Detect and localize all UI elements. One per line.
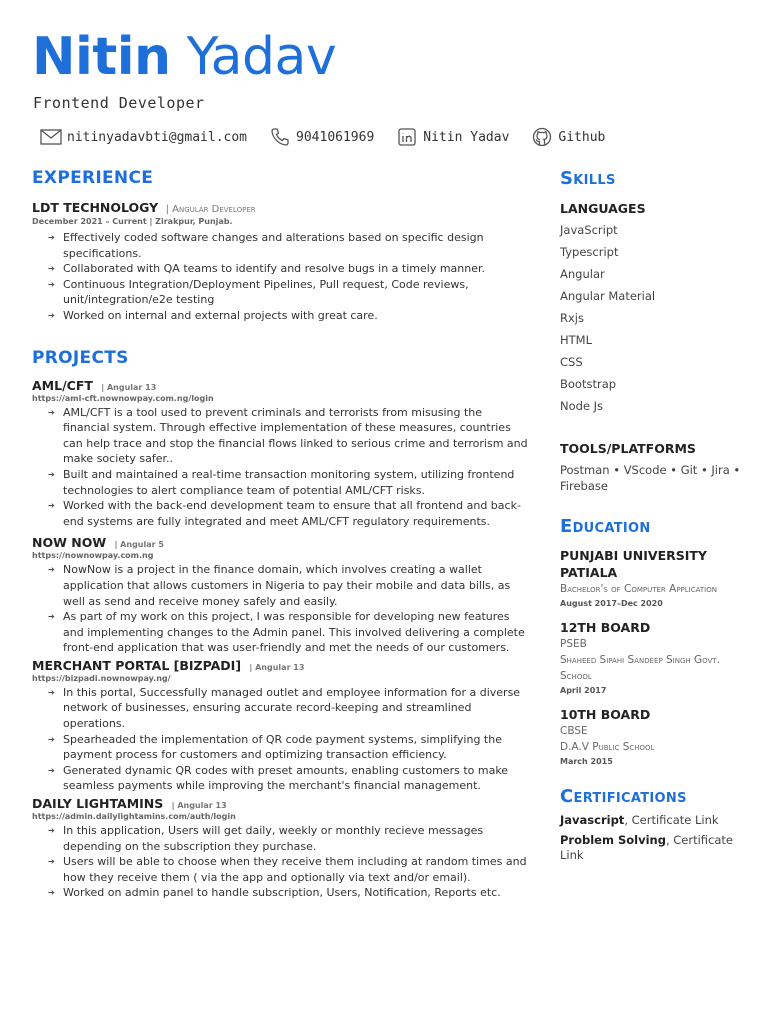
project-header xyxy=(32,796,532,811)
job-company: LDT TECHNOLOGY xyxy=(32,200,159,215)
education-date: April 2017 xyxy=(560,686,607,695)
candidate-name xyxy=(32,26,336,88)
education-date: August 2017–Dec 2020 xyxy=(560,599,663,608)
list-item: Bootstrap xyxy=(560,377,617,391)
languages-list xyxy=(560,219,750,417)
project-entry xyxy=(32,535,532,656)
list-item: ➔ Generated dynamic QR codes with preset amounts, enabling customers to make seamless payments while improving the merchant's financial management. xyxy=(32,763,532,794)
project-bullets xyxy=(32,405,532,530)
list-item: ➔ In this portal, Successfully managed outlet and employee information for a diverse network of businesses, ensuring accurate record-keeping and streamlined operations. xyxy=(32,685,532,732)
education-name: PUNJABI UNIVERSITY PATIALA xyxy=(560,548,707,580)
project-url[interactable]: https://bizpadi.nownowpay.ng/ xyxy=(32,673,171,683)
project-header xyxy=(32,535,532,550)
contact-bar xyxy=(40,126,627,148)
list-item: ➔ NowNow is a project in the finance domain, which involves creating a wallet application that allows customers in Nigeria to pay their mobile and data bills, as well as send and receive money safely and easily. xyxy=(32,562,532,609)
job-header xyxy=(32,200,532,215)
education-entry xyxy=(560,619,750,695)
certificate-name: Problem Solving xyxy=(560,833,666,847)
project-tech: | Angular 13 xyxy=(171,801,227,811)
list-item: ➔ As part of my work on this project, I was responsible for developing new features and implementing changes to the Admin panel. This involved delivering a complete front-end application that was user-friendly and met the needs of our customers. xyxy=(32,609,532,656)
phone-text: 9041061969 xyxy=(296,129,375,145)
phone-icon xyxy=(269,126,291,148)
list-item: Angular xyxy=(560,267,605,281)
job-role-label: | Angular Developer xyxy=(165,204,256,215)
project-header xyxy=(32,658,532,673)
list-item: ➔ In this application, Users will get daily, weekly or monthly recieve messages depending on the subscription they purchase. xyxy=(32,823,532,854)
list-item: Typescript xyxy=(560,245,619,259)
certificate-entry[interactable] xyxy=(560,833,750,863)
certificate-entry[interactable] xyxy=(560,813,750,828)
education-entry xyxy=(560,706,750,766)
job-date: December 2021 – Current | Zirakpur, Punjab. xyxy=(32,217,233,226)
education-name: 12TH BOARD xyxy=(560,620,651,635)
project-name: DAILY LIGHTAMINS xyxy=(32,796,164,812)
project-tech: | Angular 5 xyxy=(114,540,164,550)
list-item: CSS xyxy=(560,355,583,369)
github-link[interactable] xyxy=(531,126,605,148)
job-role: Frontend Developer xyxy=(33,94,205,112)
list-item: ➔ Users will be able to choose when they receive them including at random times and how they receive them ( via the app and optionally via text and/or email). xyxy=(32,854,532,885)
education-detail: D.A.V Public School xyxy=(560,741,655,753)
list-item: ➔ Worked on admin panel to handle subscription, Users, Notification, Reports etc. xyxy=(32,885,532,901)
job-bullets xyxy=(32,230,532,324)
project-name: NOW NOW xyxy=(32,535,107,551)
education-detail: Shaheed Sipahi Sandeep Singh Govt. School xyxy=(560,654,720,682)
project-url[interactable]: https://aml-cft.nownowpay.com.ng/login xyxy=(32,393,214,403)
envelope-icon xyxy=(40,126,62,148)
job-entry xyxy=(32,200,532,324)
phone-link[interactable] xyxy=(269,126,374,148)
education-name: 10TH BOARD xyxy=(560,707,651,722)
list-item: ➔ Effectively coded software changes and alterations based on specific design specifications. xyxy=(32,230,532,261)
project-name: MERCHANT PORTAL [BIZPADI] xyxy=(32,657,242,673)
list-item: ➔ Worked on internal and external projects with great care. xyxy=(32,308,532,324)
linkedin-link[interactable] xyxy=(396,126,509,148)
list-item: ➔ Collaborated with QA teams to identify and resolve bugs in a timely manner. xyxy=(32,261,532,277)
side-column xyxy=(560,168,750,863)
education-detail: CBSE xyxy=(560,725,588,737)
email-link[interactable] xyxy=(40,126,247,148)
education-detail: Bachelor's of Computer Application xyxy=(560,583,717,595)
list-item: Angular Material xyxy=(560,289,656,303)
project-bullets xyxy=(32,562,532,656)
email-text: nitinyadavbti@gmail.com xyxy=(67,129,248,145)
certifications-title: Certifications xyxy=(560,786,687,807)
project-entry xyxy=(32,378,532,530)
certifications-list xyxy=(560,813,750,863)
list-item: ➔ Continuous Integration/Deployment Pipelines, Pull request, Code reviews, unit/integration/e2e testing xyxy=(32,277,532,308)
project-entry xyxy=(32,796,532,901)
project-entry xyxy=(32,658,532,794)
certificate-link[interactable]: , Certificate Link xyxy=(624,813,719,827)
education-detail: PSEB xyxy=(560,638,587,650)
project-bullets xyxy=(32,823,532,901)
education-entry xyxy=(560,547,750,608)
project-name: AML/CFT xyxy=(32,377,93,393)
linkedin-text: Nitin Yadav xyxy=(423,129,510,145)
list-item: ➔ Spearheaded the implementation of QR code payment systems, simplifying the payment process for customers and optimizing transaction efficiency. xyxy=(32,732,532,763)
experience-title: EXPERIENCE xyxy=(32,168,154,188)
certificate-link[interactable]: , Certificate Link xyxy=(560,833,733,862)
skills-title: Skills xyxy=(560,168,616,189)
certificate-name: Javascript xyxy=(560,813,625,827)
project-tech: | Angular 13 xyxy=(249,662,305,672)
list-item: HTML xyxy=(560,333,593,347)
project-url[interactable]: https://nownowpay.com.ng xyxy=(32,551,154,561)
first-name: Nitin xyxy=(32,27,171,87)
linkedin-icon xyxy=(396,126,418,148)
education-title: Education xyxy=(560,516,651,537)
last-name: Yadav xyxy=(186,27,337,87)
languages-title: LANGUAGES xyxy=(560,201,646,216)
tools-title: TOOLS/PLATFORMS xyxy=(560,441,696,456)
list-item: Node Js xyxy=(560,399,604,413)
education-date: March 2015 xyxy=(560,757,613,766)
project-url[interactable]: https://admin.dailylightamins.com/auth/login xyxy=(32,812,236,822)
project-bullets xyxy=(32,685,532,794)
list-item: Rxjs xyxy=(560,311,584,325)
list-item: ➔ AML/CFT is a tool used to prevent criminals and terrorists from misusing the financial system. Through effective implementation of these measures, countries can help trace and stop the financial flows linked to serious crime and terrorism and make society safer.. xyxy=(32,405,532,467)
projects-title: PROJECTS xyxy=(32,347,129,368)
list-item: JavaScript xyxy=(560,223,618,237)
github-icon xyxy=(531,126,553,148)
list-item: ➔ Worked with the back-end development team to ensure that all frontend and back-end systems are fully integrated and meet AML/CFT regulatory requirements. xyxy=(32,498,532,529)
project-header xyxy=(32,378,532,393)
list-item: ➔ Built and maintained a real-time transaction monitoring system, utilizing frontend technologies to alert compliance team of potential AML/CFT risks. xyxy=(32,467,532,498)
main-column xyxy=(32,168,532,901)
github-text: Github xyxy=(558,129,606,145)
project-tech: | Angular 13 xyxy=(101,382,157,392)
tools-list: Postman • VScode • Git • Jira • Firebase xyxy=(560,463,741,493)
